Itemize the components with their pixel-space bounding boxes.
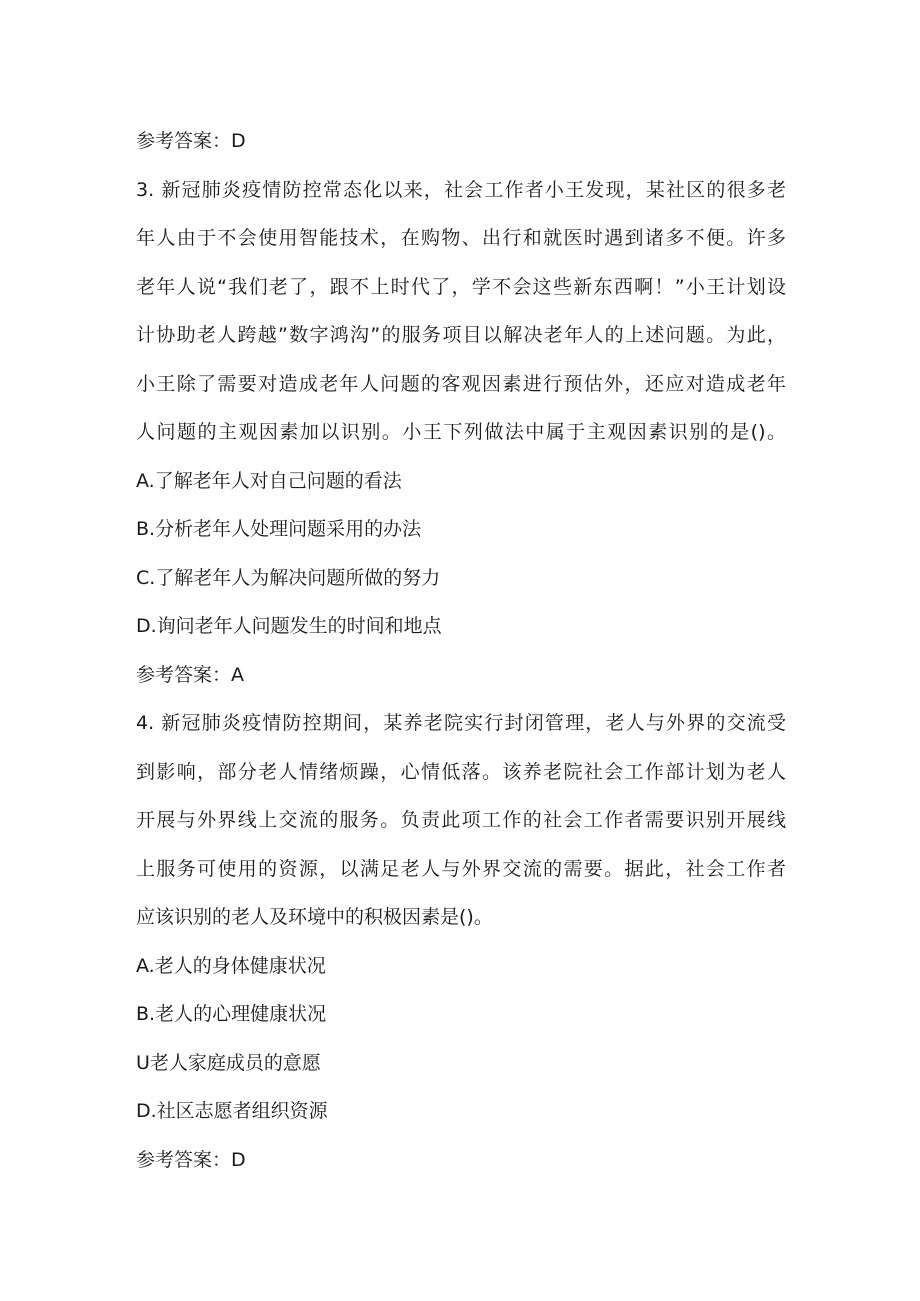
question-3-option-b: B.分析老年人处理问题采用的办法 <box>136 518 422 540</box>
question-3-line-3: 老年人说“我们老了，跟不上时代了，学不会这些新东西啊！”小王计划设 <box>136 275 786 298</box>
question-4-option-c: U老人家庭成员的意愿 <box>136 1051 321 1074</box>
question-4-line-5: 应该识别的老人及环境中的积极因素是()。 <box>136 906 493 928</box>
question-4-option-b: B.老人的心理健康状况 <box>136 1003 327 1025</box>
question-3-line-5: 小王除了需要对造成老年人问题的客观因素进行预估外，还应对造成老年 <box>136 372 786 395</box>
question-3-line-1: 3. 新冠肺炎疫情防控常态化以来，社会工作者小王发现，某社区的很多老 <box>136 178 786 201</box>
question-3-answer: 参考答案：A <box>136 663 244 686</box>
question-3-line-6: 人问题的主观因素加以识别。小王下列做法中属于主观因素识别的是()。 <box>136 421 786 443</box>
question-3-line-2: 年人由于不会使用智能技术，在购物、出行和就医时遇到诸多不便。许多 <box>136 227 786 249</box>
question-3-option-c: C.了解老年人为解决问题所做的努力 <box>136 566 441 589</box>
question-4-answer: 参考答案：D <box>136 1148 246 1171</box>
document-content <box>136 117 786 1184</box>
question-4-line-4: 上服务可使用的资源，以满足老人与外界交流的需要。据此，社会工作者 <box>136 857 786 880</box>
question-4-line-1: 4. 新冠肺炎疫情防控期间，某养老院实行封闭管理，老人与外界的交流受 <box>136 712 786 734</box>
question-4-line-2: 到影响，部分老人情绪烦躁，心情低落。该养老院社会工作部计划为老人 <box>136 760 786 783</box>
answer-q2: 参考答案：D <box>136 130 246 152</box>
question-3 <box>136 166 786 700</box>
question-3-option-d: D.询问老年人问题发生的时间和地点 <box>136 615 442 637</box>
question-4 <box>136 699 786 1184</box>
question-4-line-3: 开展与外界线上交流的服务。负责此项工作的社会工作者需要识别开展线 <box>136 809 786 831</box>
question-4-option-a: A.老人的身体健康状况 <box>136 954 326 977</box>
question-3-line-4: 计协助老人跨越”数字鸿沟”的服务项目以解决老年人的上述问题。为此， <box>136 324 786 346</box>
question-4-option-d: D.社区志愿者组织资源 <box>136 1100 328 1122</box>
question-3-option-a: A.了解老年人对自己问题的看法 <box>136 469 402 492</box>
